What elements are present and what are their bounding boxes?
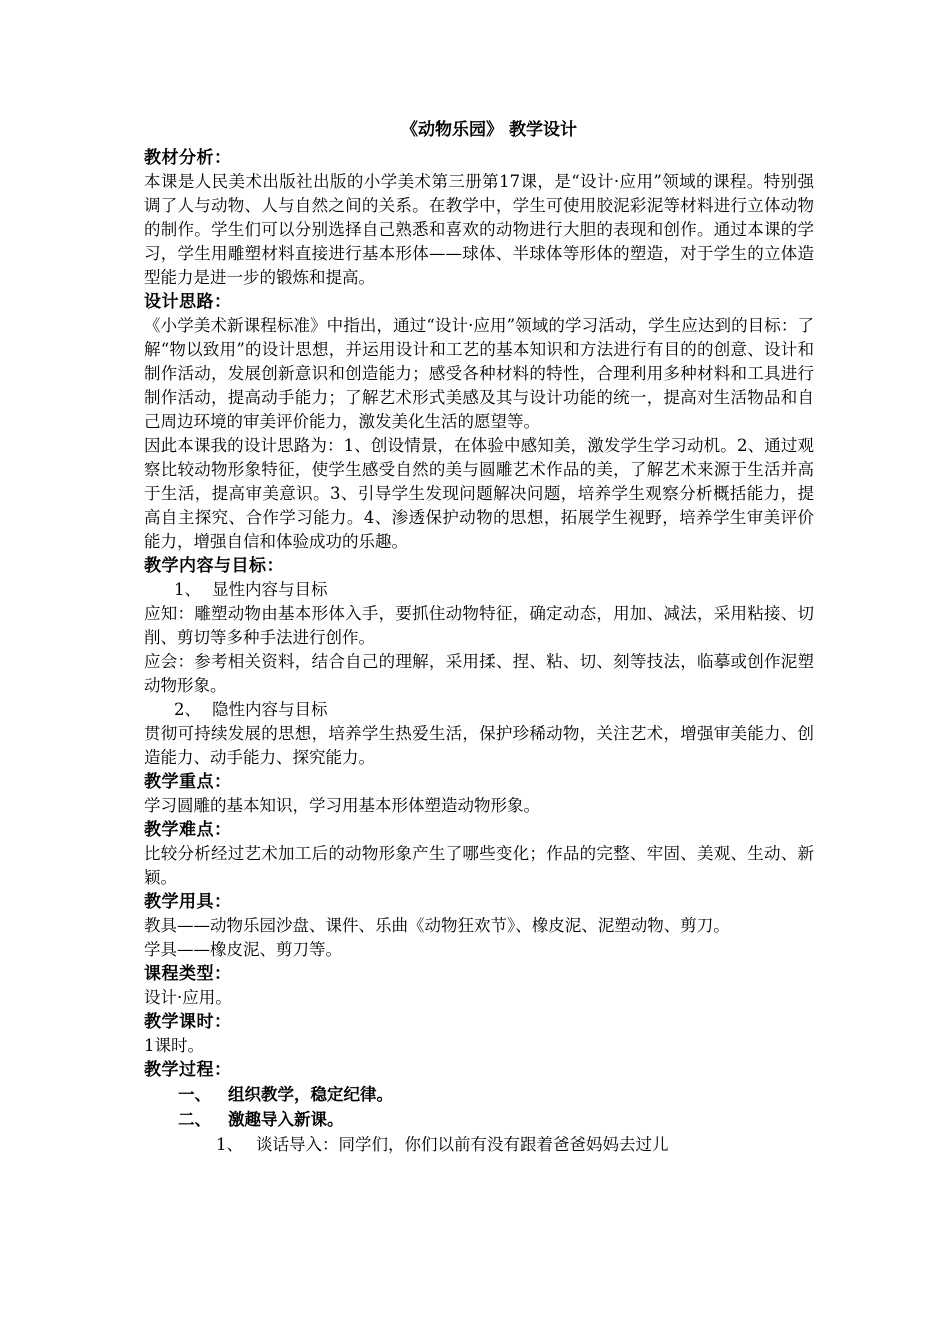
process-substep-text: 谈话导入：同学们，你们以前有没有跟着爸爸妈妈去过儿: [256, 1135, 669, 1154]
goal-item-number: 1、: [174, 580, 201, 599]
goal-item-implicit: [144, 698, 814, 722]
process-step-number: 二、: [178, 1110, 211, 1129]
heading-teaching-process: 教学过程：: [144, 1060, 232, 1080]
paragraph-should-can: 应会：参考相关资料，结合自己的理解，采用揉、捏、粘、切、刻等技法，临摹或创作泥塑动物形象。: [144, 652, 814, 695]
paragraph-material-analysis: 本课是人民美术出版社出版的小学美术第三册第17课，是“设计·应用”领域的课程。特别强调了人与动物、人与自然之间的关系。在教学中，学生可使用胶泥彩泥等材料进行立体动物的制作。学生们可以分别选择自己熟悉和喜欢的动物进行大胆的表现和创作。通过本课的学习，学生用雕塑材料直接进行基本形体——球体、半球体等形体的塑造，对于学生的立体造型能力是进一步的锻炼和提高。: [144, 172, 814, 287]
heading-design-idea: 设计思路：: [144, 292, 232, 312]
process-substep-1: [144, 1132, 814, 1157]
goal-item-label: 显性内容与目标: [212, 580, 328, 599]
heading-course-type: 课程类型：: [144, 964, 232, 984]
paragraph-class-hours: 1课时。: [144, 1036, 204, 1055]
paragraph-course-type: 设计·应用。: [144, 988, 232, 1007]
paragraph-design-ideas: 因此本课我的设计思路为：1、创设情景，在体验中感知美，激发学生学习动机。2、通过观察比较动物形象特征，使学生感受自然的美与圆雕艺术作品的美，了解艺术来源于生活并高于生活，提高审美意识。3、引导学生发现问题解决问题，培养学生观察分析概括能力，提高自主探究、合作学习能力。4、渗透保护动物的思想，拓展学生视野，培养学生审美评价能力，增强自信和体验成功的乐趣。: [144, 436, 814, 551]
heading-content-goals: 教学内容与目标：: [144, 556, 284, 576]
paragraph-should-know: 应知：雕塑动物由基本形体入手，要抓住动物特征，确定动态，用加、减法，采用粘接、切削、剪切等多种手法进行创作。: [144, 604, 814, 647]
process-substep-number: 1、: [216, 1135, 243, 1154]
process-step-text: 组织教学，稳定纪律。: [228, 1085, 393, 1104]
paragraph-design-standard: 《小学美术新课程标准》中指出，通过“设计·应用”领域的学习活动，学生应达到的目标：了解“物以致用”的设计思想，并运用设计和工艺的基本知识和方法进行有目的的创意、设计和制作活动，发展创新意识和创造能力；感受各种材料的特性，合理利用多种材料和工具进行制作活动，提高动手能力；了解艺术形式美感及其与设计功能的统一，提高对生活物品和自己周边环境的审美评价能力，激发美化生活的愿望等。: [144, 316, 814, 431]
goal-item-number: 2、: [174, 700, 201, 719]
heading-class-hours: 教学课时：: [144, 1012, 232, 1032]
heading-difficulties: 教学难点：: [144, 820, 232, 840]
process-step-number: 一、: [178, 1085, 211, 1104]
heading-material-analysis: 教材分析：: [144, 148, 232, 168]
paragraph-difficulties: 比较分析经过艺术加工后的动物形象产生了哪些变化；作品的完整、牢固、美观、生动、新颖。: [144, 844, 814, 887]
document-title: 《动物乐园》 教学设计: [401, 120, 577, 140]
process-step-1: [144, 1082, 814, 1107]
document-page: [144, 118, 814, 1157]
paragraph-teacher-tools: 教具——动物乐园沙盘、课件、乐曲《动物狂欢节》、橡皮泥、泥塑动物、剪刀。: [144, 916, 730, 935]
paragraph-key-points: 学习圆雕的基本知识，学习用基本形体塑造动物形象。: [144, 796, 540, 815]
paragraph-student-tools: 学具——橡皮泥、剪刀等。: [144, 940, 342, 959]
process-step-text: 激趣导入新课。: [228, 1110, 344, 1129]
heading-teaching-tools: 教学用具：: [144, 892, 232, 912]
heading-key-points: 教学重点：: [144, 772, 232, 792]
goal-item-explicit: [144, 578, 814, 602]
paragraph-implicit-goals: 贯彻可持续发展的思想，培养学生热爱生活，保护珍稀动物，关注艺术，增强审美能力、创造能力、动手能力、探究能力。: [144, 724, 814, 767]
process-step-2: [144, 1107, 814, 1132]
goal-item-label: 隐性内容与目标: [212, 700, 328, 719]
